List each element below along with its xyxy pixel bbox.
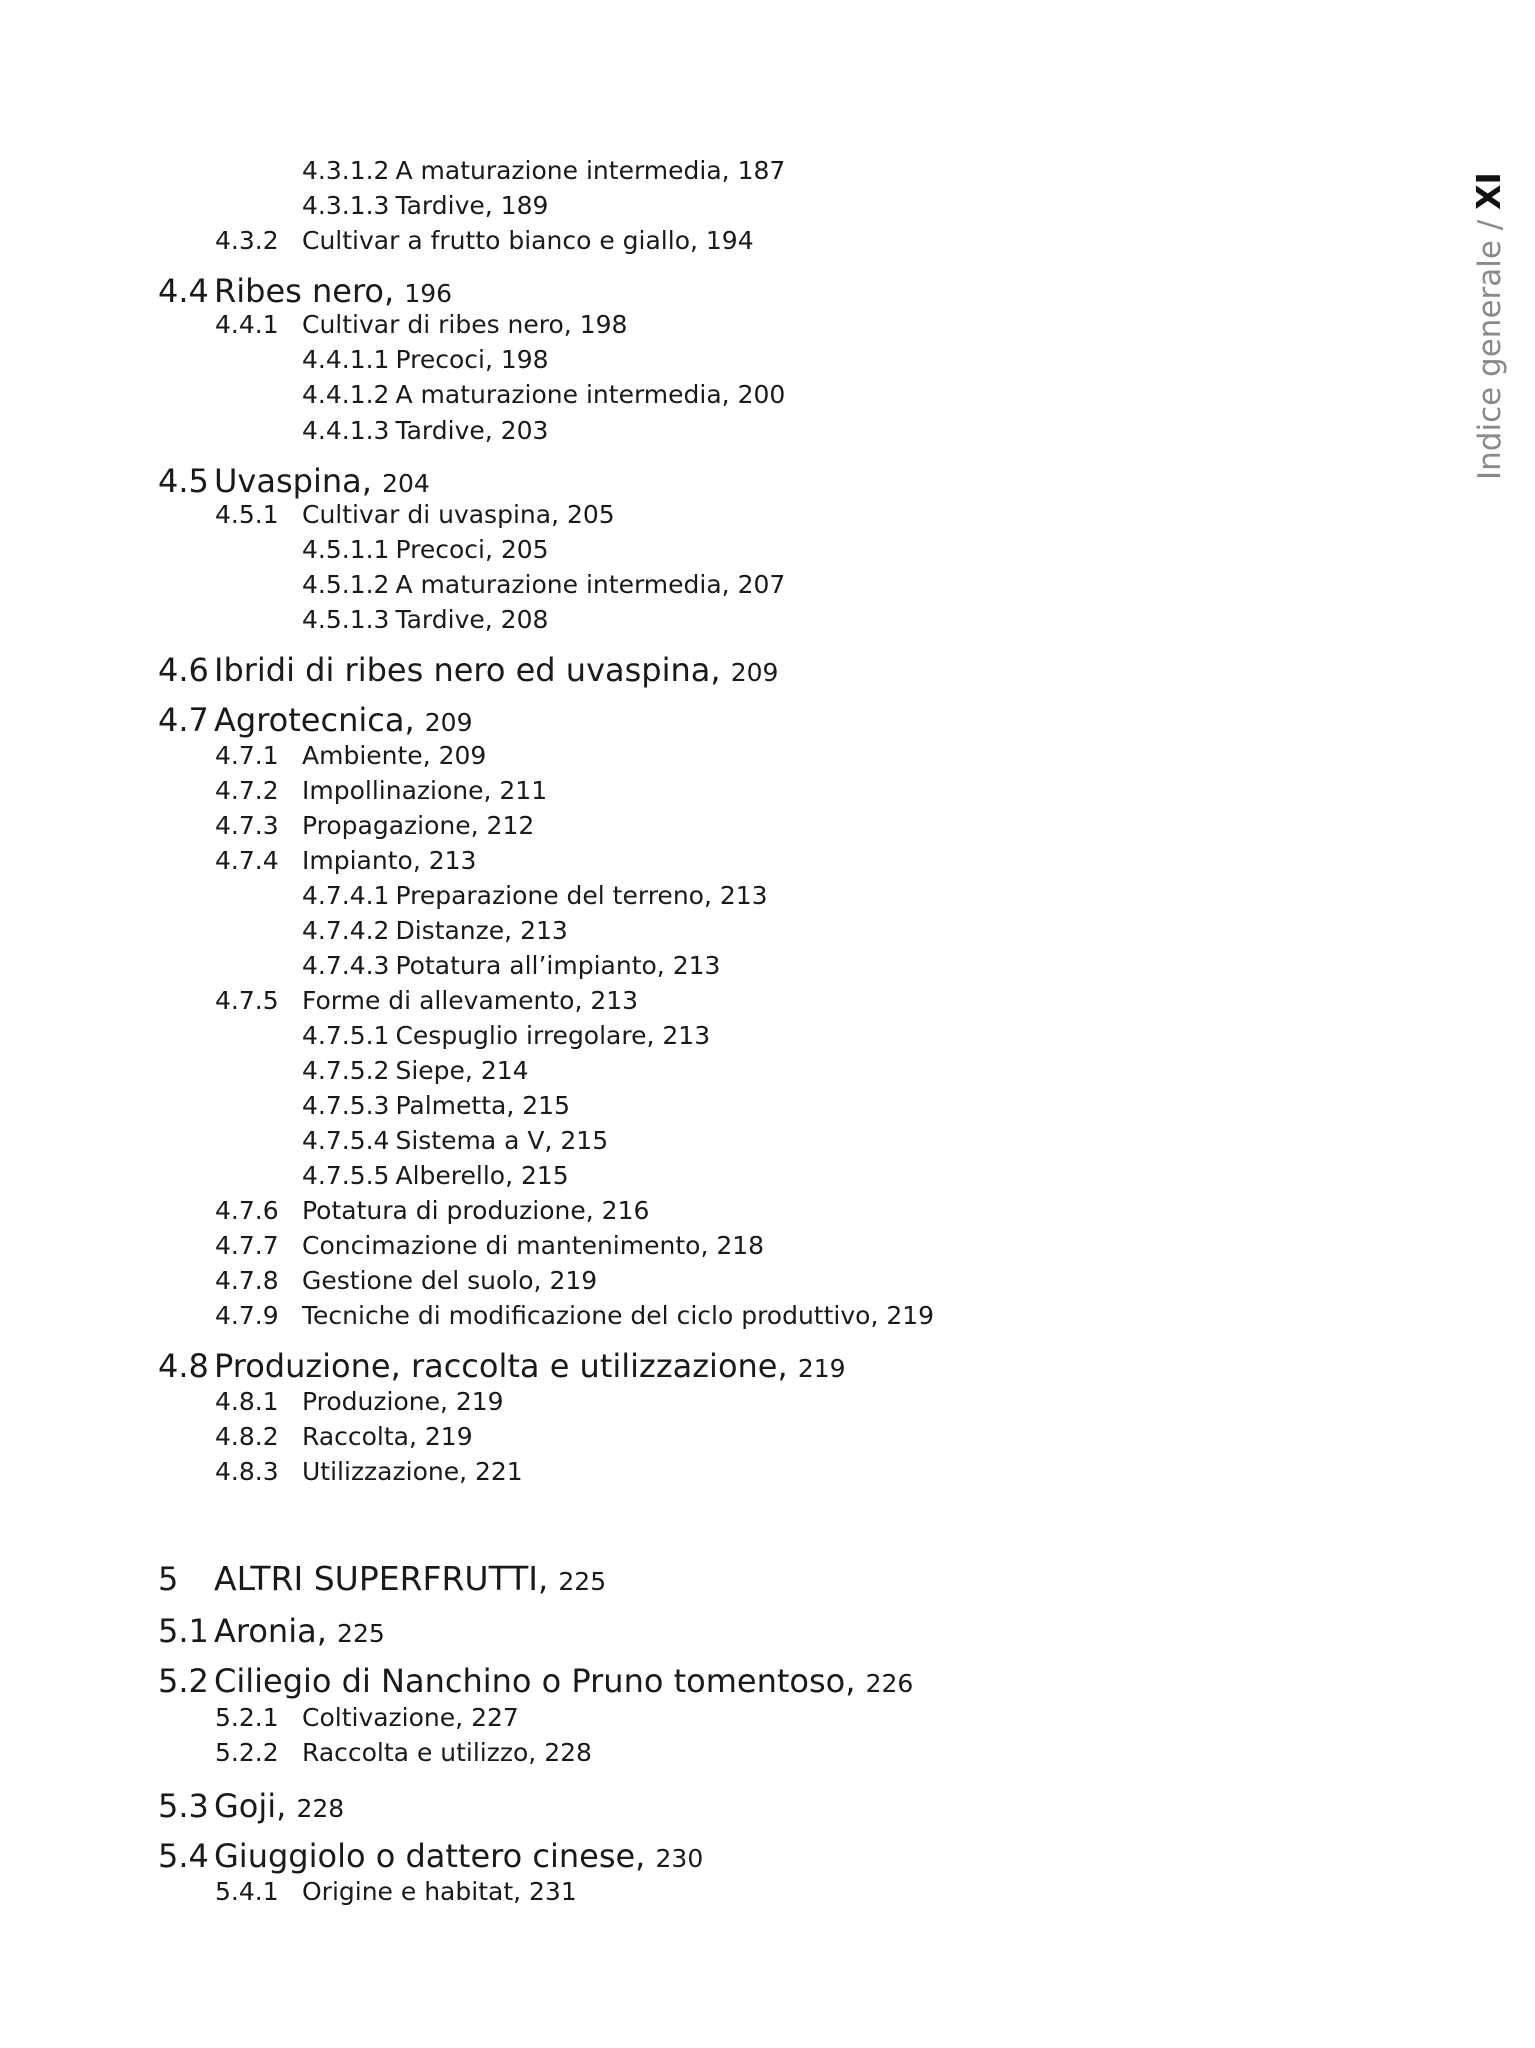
toc-entry-page: 219 — [549, 1266, 598, 1295]
toc-entry-title: Siepe — [395, 1056, 465, 1085]
toc-entry-title: Impianto — [302, 846, 413, 875]
page-folio: XI — [1469, 172, 1508, 210]
toc-entry-number: 5.3 — [158, 1787, 209, 1825]
toc-entry[interactable]: 4.5.1.1 Precoci, 205 — [302, 535, 549, 564]
toc-entry-title: Tardive — [395, 605, 485, 634]
toc-entry-title: Agrotecnica — [214, 701, 405, 739]
toc-entry-number: 4.7.8 — [215, 1266, 279, 1295]
toc-entry[interactable]: 4.7.8 Gestione del suolo, 219 — [215, 1266, 598, 1295]
toc-entry-title: Alberello — [395, 1161, 506, 1190]
toc-entry-page: 189 — [500, 191, 549, 220]
toc-entry-title: Aronia — [214, 1612, 317, 1650]
toc-entry-title: Gestione del suolo — [302, 1266, 534, 1295]
toc-entry-page: 213 — [428, 846, 477, 875]
toc-entry-title: Concimazione di mantenimento — [302, 1231, 701, 1260]
toc-entry-number: 4.7.5.1 — [302, 1021, 390, 1050]
toc-entry[interactable]: 4.7.7 Concimazione di mantenimento, 218 — [215, 1231, 765, 1260]
toc-entry-title: Produzione — [302, 1387, 440, 1416]
toc-entry-title: Distanze — [395, 916, 505, 945]
toc-entry-title: Preparazione del terreno — [395, 881, 704, 910]
toc-entry-page: 208 — [500, 605, 549, 634]
toc-entry[interactable]: 4.5.1.3 Tardive, 208 — [302, 605, 549, 634]
toc-entry-number: 5.1 — [158, 1612, 209, 1650]
toc-entry[interactable]: 4.3.1.2 A maturazione intermedia, 187 — [302, 156, 786, 185]
toc-entry-page: 225 — [558, 1567, 607, 1596]
header-separator: / — [1472, 209, 1508, 241]
toc-entry-number: 4.4.1 — [215, 310, 279, 339]
toc-entry-page: 194 — [705, 226, 754, 255]
toc-entry-page: 207 — [737, 570, 786, 599]
toc-entry-number: 4.8 — [158, 1347, 209, 1385]
toc-entry-number: 4.7.2 — [215, 776, 279, 805]
toc-entry-title: Tecniche di modificazione del ciclo produttivo — [302, 1301, 871, 1330]
toc-entry-number: 4.4.1.2 — [302, 380, 390, 409]
toc-entry-title: A maturazione intermedia — [395, 380, 722, 409]
toc-entry-number: 4.8.1 — [215, 1387, 279, 1416]
toc-entry-number: 4.7.5.2 — [302, 1056, 390, 1085]
toc-entry[interactable]: 4.7.2 Impollinazione, 211 — [215, 776, 548, 805]
toc-entry-page: 187 — [737, 156, 786, 185]
toc-entry-page: 216 — [601, 1196, 650, 1225]
toc-entry-number: 4.7.6 — [215, 1196, 279, 1225]
toc-entry-title: Ribes nero — [214, 272, 384, 310]
toc-entry[interactable]: 5.2.1 Coltivazione, 227 — [215, 1703, 519, 1732]
toc-entry-number: 5.2.1 — [215, 1703, 279, 1732]
toc-entry[interactable]: 4.7.5.2 Siepe, 214 — [302, 1056, 529, 1085]
toc-entry-title: A maturazione intermedia — [395, 156, 722, 185]
toc-entry-page: 219 — [797, 1354, 846, 1383]
toc-entry-title: Raccolta e utilizzo — [302, 1738, 529, 1767]
toc-entry-title: Propagazione — [302, 811, 471, 840]
toc-entry-title: Utilizzazione — [302, 1457, 460, 1486]
toc-entry[interactable]: 5.2 Ciliegio di Nanchino o Pruno tomentoso, 226 — [158, 1662, 914, 1700]
toc-entry-title: Raccolta — [302, 1422, 409, 1451]
toc-entry-page: 215 — [560, 1126, 609, 1155]
toc-entry-number: 4.7.5 — [215, 986, 279, 1015]
toc-entry[interactable]: 4.5 Uvaspina, 204 — [158, 462, 430, 500]
toc-entry-title: Origine e habitat — [302, 1877, 514, 1906]
toc-entry[interactable]: 4.7.5.3 Palmetta, 215 — [302, 1091, 570, 1120]
toc-entry-page: 219 — [424, 1422, 473, 1451]
toc-entry-title: Giuggiolo o dattero cinese — [214, 1837, 636, 1875]
toc-entry-number: 4.7.5.3 — [302, 1091, 390, 1120]
toc-entry-page: 213 — [662, 1021, 711, 1050]
toc-entry-page: 209 — [730, 658, 779, 687]
toc-entry-page: 213 — [672, 951, 721, 980]
toc-entry[interactable]: 5.2.2 Raccolta e utilizzo, 228 — [215, 1738, 592, 1767]
toc-entry-number: 4.6 — [158, 651, 209, 689]
toc-entry-page: 209 — [424, 708, 473, 737]
toc-entry-page: 213 — [520, 916, 568, 945]
toc-entry[interactable]: 5.4.1 Origine e habitat, 231 — [215, 1877, 577, 1906]
toc-entry-number: 4.7.5.4 — [302, 1126, 390, 1155]
toc-entry-title: Cespuglio irregolare — [395, 1021, 647, 1050]
toc-entry-number: 4.7.5.5 — [302, 1161, 390, 1190]
toc-entry-page: 198 — [579, 310, 628, 339]
toc-entry-number: 4.3.2 — [215, 226, 279, 255]
toc-entry-number: 4.7.9 — [215, 1301, 279, 1330]
toc-entry-number: 4.7.4.2 — [302, 916, 390, 945]
toc-entry[interactable]: 4.7.4.2 Distanze, 213 — [302, 916, 568, 945]
toc-entry-number: 4.5.1.1 — [302, 535, 390, 564]
toc-entry-page: 213 — [719, 881, 768, 910]
toc-entry-title: Ciliegio di Nanchino o Pruno tomentoso — [214, 1662, 846, 1700]
toc-entry-number: 4.5.1 — [215, 500, 279, 529]
toc-entry-page: 198 — [500, 345, 549, 374]
toc-entry-page: 214 — [480, 1056, 529, 1085]
toc-entry[interactable]: 4.4.1.3 Tardive, 203 — [302, 416, 549, 445]
toc-entry-number: 5.2.2 — [215, 1738, 279, 1767]
toc-entry-number: 4.3.1.3 — [302, 191, 390, 220]
toc-entry-number: 4.8.3 — [215, 1457, 279, 1486]
toc-entry-number: 5.4.1 — [215, 1877, 279, 1906]
toc-entry-number: 5.2 — [158, 1662, 209, 1700]
toc-entry-title: Uvaspina — [214, 462, 362, 500]
toc-entry-title: Potatura all’impianto — [395, 951, 657, 980]
toc-entry-title: Sistema a V — [395, 1126, 545, 1155]
toc-entry-number: 4.4.1.3 — [302, 416, 390, 445]
toc-entry-page: 205 — [500, 535, 549, 564]
toc-entry-title: Forme di allevamento — [302, 986, 575, 1015]
toc-entry[interactable]: 5.3 Goji, 228 — [158, 1787, 345, 1825]
toc-entry[interactable]: 4.7.5.1 Cespuglio irregolare, 213 — [302, 1021, 711, 1050]
toc-entry-title: Potatura di produzione — [302, 1196, 586, 1225]
toc-entry-number: 4.8.2 — [215, 1422, 279, 1451]
toc-entry-number: 4.7 — [158, 701, 209, 739]
toc-entry-page: 204 — [382, 469, 430, 498]
toc-entry[interactable]: 4.7.4.1 Preparazione del terreno, 213 — [302, 881, 768, 910]
toc-entry-page: 226 — [865, 1669, 914, 1698]
toc-entry[interactable]: 5.1 Aronia, 225 — [158, 1612, 385, 1650]
toc-entry-number: 4.7.1 — [215, 741, 279, 770]
toc-entry-title: Cultivar di uvaspina — [302, 500, 552, 529]
toc-entry-title: Goji — [214, 1787, 277, 1825]
toc-entry-number: 4.4 — [158, 272, 209, 310]
toc-entry-title: ALTRI SUPERFRUTTI — [214, 1559, 539, 1598]
toc-entry-title: Tardive — [395, 416, 485, 445]
toc-entry-number: 4.3.1.2 — [302, 156, 390, 185]
toc-entry-title: Precoci — [395, 345, 485, 374]
toc-entry[interactable]: 4.5.1.2 A maturazione intermedia, 207 — [302, 570, 786, 599]
toc-entry-page: 219 — [886, 1301, 935, 1330]
toc-entry-number: 5 — [158, 1560, 179, 1598]
toc-entry-page: 213 — [590, 986, 639, 1015]
toc-entry-number: 4.7.4.3 — [302, 951, 390, 980]
toc-entry-title: Ambiente — [302, 741, 423, 770]
toc-entry-page: 215 — [520, 1161, 569, 1190]
running-title: Indice generale — [1472, 240, 1508, 480]
toc-entry[interactable]: 4.3.2 Cultivar a frutto bianco e giallo, 194 — [215, 226, 754, 255]
toc-entry-number: 4.7.3 — [215, 811, 279, 840]
toc-entry[interactable]: 4.7.5 Forme di allevamento, 213 — [215, 986, 639, 1015]
toc-entry-page: 230 — [655, 1844, 704, 1873]
toc-entry-page: 200 — [737, 380, 786, 409]
toc-entry[interactable]: 4.4.1 Cultivar di ribes nero, 198 — [215, 310, 628, 339]
toc-entry-page: 227 — [471, 1703, 519, 1732]
toc-entry[interactable]: 4.8.3 Utilizzazione, 221 — [215, 1457, 523, 1486]
toc-entry[interactable]: 4.7.5.5 Alberello, 215 — [302, 1161, 569, 1190]
toc-entry[interactable]: 4.7.4.3 Potatura all’impianto, 213 — [302, 951, 721, 980]
toc-entry-title: Cultivar di ribes nero — [302, 310, 564, 339]
toc-entry-title: Precoci — [395, 535, 485, 564]
toc-entry[interactable]: 4.6 Ibridi di ribes nero ed uvaspina, 209 — [158, 651, 779, 689]
toc-entry[interactable]: 5 ALTRI SUPERFRUTTI, 225 — [158, 1559, 607, 1598]
toc-entry-page: 225 — [337, 1619, 385, 1648]
toc-entry-number: 5.4 — [158, 1837, 209, 1875]
toc-entry-page: 221 — [475, 1457, 523, 1486]
toc-entry-page: 203 — [500, 416, 549, 445]
toc-entry[interactable]: 4.8.2 Raccolta, 219 — [215, 1422, 473, 1451]
toc-entry-page: 212 — [486, 811, 535, 840]
toc-entry-title: Produzione, raccolta e utilizzazione — [214, 1347, 778, 1385]
toc-entry-title: Ibridi di ribes nero ed uvaspina — [214, 651, 711, 689]
toc-entry-number: 4.7.4.1 — [302, 881, 390, 910]
toc-entry-number: 4.4.1.1 — [302, 345, 390, 374]
toc-entry-page: 209 — [438, 741, 487, 770]
toc-entry[interactable]: 4.7.3 Propagazione, 212 — [215, 811, 535, 840]
toc-entry-title: A maturazione intermedia — [395, 570, 722, 599]
toc-entry-title: Palmetta — [395, 1091, 507, 1120]
toc-entry[interactable]: 4.7.5.4 Sistema a V, 215 — [302, 1126, 609, 1155]
toc-entry[interactable]: 4.7.6 Potatura di produzione, 216 — [215, 1196, 650, 1225]
toc-entry[interactable]: 4.4 Ribes nero, 196 — [158, 272, 453, 310]
toc-entry[interactable]: 5.4 Giuggiolo o dattero cinese, 230 — [158, 1837, 704, 1875]
toc-entry-page: 219 — [455, 1387, 504, 1416]
toc-entry[interactable]: 4.8 Produzione, raccolta e utilizzazione, 219 — [158, 1347, 846, 1385]
toc-entry-page: 218 — [716, 1231, 765, 1260]
toc-entry-page: 211 — [499, 776, 548, 805]
toc-entry[interactable]: 4.3.1.3 Tardive, 189 — [302, 191, 549, 220]
toc-entry-title: Tardive — [395, 191, 485, 220]
toc-entry-number: 4.5.1.3 — [302, 605, 390, 634]
toc-entry[interactable]: 4.7 Agrotecnica, 209 — [158, 701, 473, 739]
toc-entry[interactable]: 4.5.1 Cultivar di uvaspina, 205 — [215, 500, 615, 529]
toc-entry-page: 205 — [566, 500, 615, 529]
toc-entry[interactable]: 4.7.1 Ambiente, 209 — [215, 741, 487, 770]
toc-entry-page: 196 — [404, 279, 453, 308]
toc-entry-number: 4.7.4 — [215, 846, 279, 875]
toc-entry-number: 4.5 — [158, 462, 209, 500]
toc-entry-page: 215 — [522, 1091, 570, 1120]
toc-entry[interactable]: 4.7.9 Tecniche di modificazione del ciclo produttivo, 219 — [215, 1301, 935, 1330]
toc-entry-title: Impollinazione — [302, 776, 484, 805]
toc-entry[interactable]: 4.7.4 Impianto, 213 — [215, 846, 477, 875]
toc-entry-page: 231 — [529, 1877, 577, 1906]
toc-entry-title: Cultivar a frutto bianco e giallo — [302, 226, 690, 255]
toc-entry-number: 4.7.7 — [215, 1231, 279, 1260]
toc-entry-page: 228 — [296, 1794, 345, 1823]
toc-entry-number: 4.5.1.2 — [302, 570, 390, 599]
toc-entry[interactable]: 4.4.1.1 Precoci, 198 — [302, 345, 549, 374]
toc-entry[interactable]: 4.8.1 Produzione, 219 — [215, 1387, 504, 1416]
toc-entry[interactable]: 4.4.1.2 A maturazione intermedia, 200 — [302, 380, 786, 409]
toc-entry-title: Coltivazione — [302, 1703, 456, 1732]
toc-entry-page: 228 — [544, 1738, 592, 1767]
